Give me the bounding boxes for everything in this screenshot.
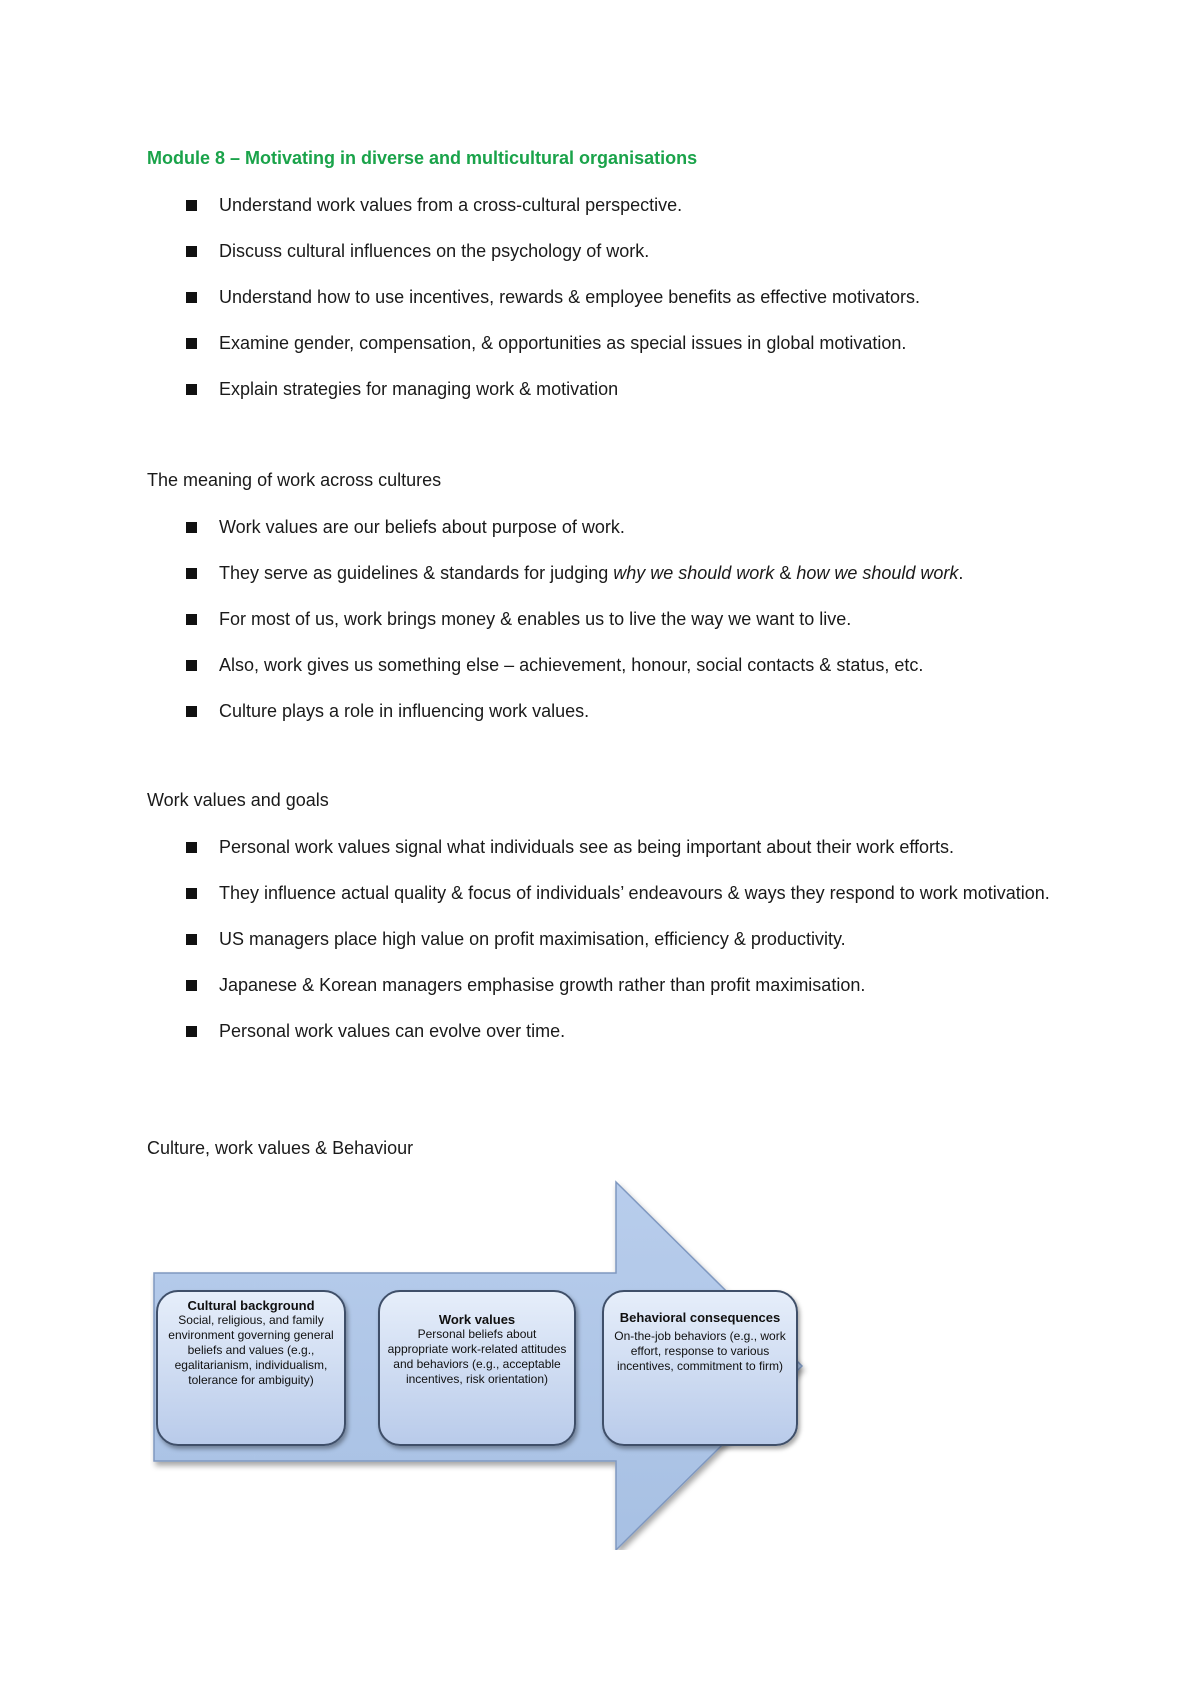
objectives-list — [0, 190, 1099, 405]
list-item: Understand work values from a cross-cultural perspective. — [0, 190, 1099, 221]
list-item: Japanese & Korean managers emphasise growth rather than profit maximisation. — [0, 970, 1099, 1001]
section-heading-values: Work values and goals — [147, 790, 329, 810]
square-bullet-icon — [186, 246, 197, 257]
square-bullet-icon — [186, 200, 197, 211]
square-bullet-icon — [186, 568, 197, 579]
list-item: They influence actual quality & focus of individuals’ endeavours & ways they respond to work motivation. — [0, 878, 1099, 909]
list-item: Examine gender, compensation, & opportunities as special issues in global motivation. — [0, 328, 1099, 359]
list-item: Also, work gives us something else – achievement, honour, social contacts & status, etc. — [0, 650, 1099, 681]
behavioral-consequences-box: Behavioral consequences On-the-job behaviors (e.g., work effort, response to various incentives, commitment to firm) — [602, 1290, 798, 1446]
square-bullet-icon — [186, 842, 197, 853]
list-item: Explain strategies for managing work & motivation — [0, 374, 1099, 405]
values-list — [0, 832, 1099, 1047]
list-item: They serve as guidelines & standards for judging why we should work & how we should work. — [0, 558, 1099, 589]
page-title: Module 8 – Motivating in diverse and multicultural organisations — [147, 148, 698, 168]
square-bullet-icon — [186, 292, 197, 303]
list-item: Personal work values can evolve over time. — [0, 1016, 1099, 1047]
square-bullet-icon — [186, 706, 197, 717]
square-bullet-icon — [186, 522, 197, 533]
square-bullet-icon — [186, 934, 197, 945]
list-item: Culture plays a role in influencing work values. — [0, 696, 1099, 727]
list-item: For most of us, work brings money & enables us to live the way we want to live. — [0, 604, 1099, 635]
square-bullet-icon — [186, 614, 197, 625]
list-item: Work values are our beliefs about purpose of work. — [0, 512, 1099, 543]
list-item: US managers place high value on profit maximisation, efficiency & productivity. — [0, 924, 1099, 955]
square-bullet-icon — [186, 660, 197, 671]
work-values-box: Work values Personal beliefs about appropriate work-related attitudes and behaviors (e.g., acceptable incentives, risk orientation) — [378, 1290, 576, 1446]
culture-behaviour-diagram — [150, 1178, 810, 1550]
list-item: Personal work values signal what individuals see as being important about their work efforts. — [0, 832, 1099, 863]
meaning-list — [0, 512, 1099, 727]
square-bullet-icon — [186, 980, 197, 991]
cultural-background-box: Cultural background Social, religious, and family environment governing general beliefs and values (e.g., egalitarianism, individualism, tolerance for ambiguity) — [156, 1290, 346, 1446]
square-bullet-icon — [186, 384, 197, 395]
list-item: Discuss cultural influences on the psychology of work. — [0, 236, 1099, 267]
square-bullet-icon — [186, 1026, 197, 1037]
section-heading-meaning: The meaning of work across cultures — [147, 470, 442, 490]
square-bullet-icon — [186, 888, 197, 899]
square-bullet-icon — [186, 338, 197, 349]
section-heading-culture: Culture, work values & Behaviour — [147, 1138, 414, 1158]
list-item: Understand how to use incentives, rewards & employee benefits as effective motivators. — [0, 282, 1099, 313]
